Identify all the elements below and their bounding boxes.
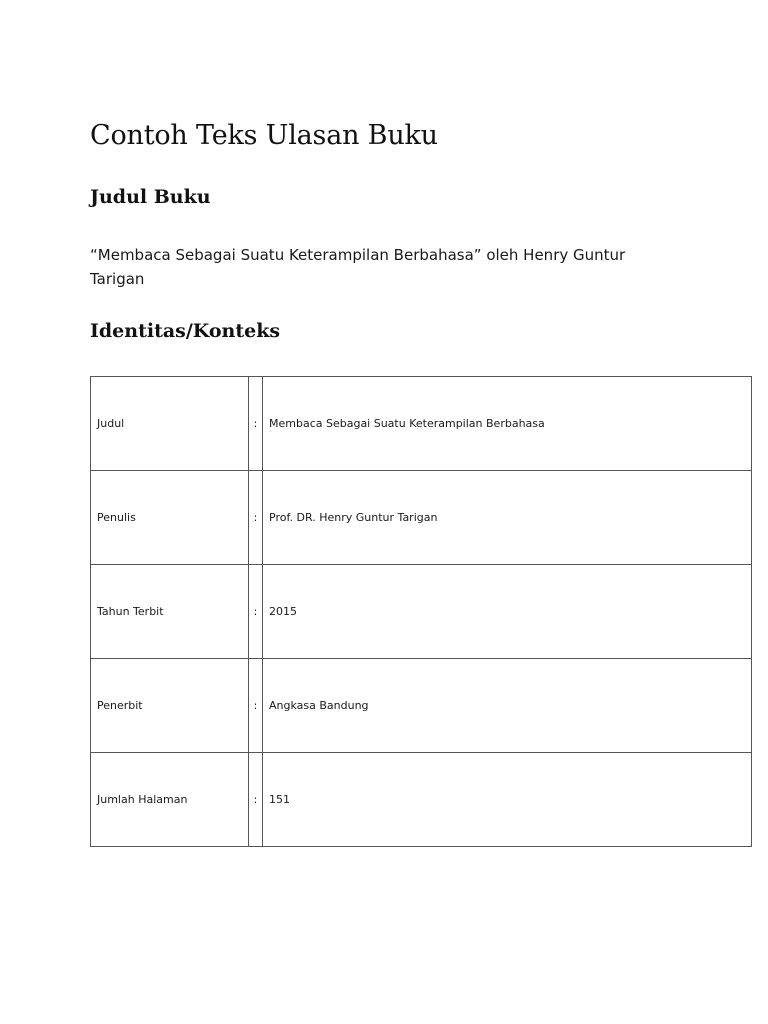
section-heading-identitas: Identitas/Konteks <box>90 320 281 342</box>
row-value: 2015 <box>263 565 752 659</box>
row-separator: : <box>249 659 263 753</box>
row-value: Angkasa Bandung <box>263 659 752 753</box>
table-row <box>91 377 752 471</box>
identity-table <box>90 376 752 847</box>
row-label: Judul <box>91 377 249 471</box>
table-row <box>91 753 752 847</box>
table-row <box>91 565 752 659</box>
row-value: 151 <box>263 753 752 847</box>
row-label: Jumlah Halaman <box>91 753 249 847</box>
row-separator: : <box>249 753 263 847</box>
row-value: Membaca Sebagai Suatu Keterampilan Berbahasa <box>263 377 752 471</box>
row-value: Prof. DR. Henry Guntur Tarigan <box>263 471 752 565</box>
row-separator: : <box>249 565 263 659</box>
page-title: Contoh Teks Ulasan Buku <box>90 120 438 151</box>
table-row <box>91 659 752 753</box>
book-title-paragraph: “Membaca Sebagai Suatu Keterampilan Berbahasa” oleh Henry Guntur Tarigan <box>90 246 626 288</box>
row-label: Penulis <box>91 471 249 565</box>
table-row <box>91 471 752 565</box>
section-heading-judul-buku: Judul Buku <box>90 186 211 208</box>
row-separator: : <box>249 471 263 565</box>
row-label: Penerbit <box>91 659 249 753</box>
row-separator: : <box>249 377 263 471</box>
row-label: Tahun Terbit <box>91 565 249 659</box>
